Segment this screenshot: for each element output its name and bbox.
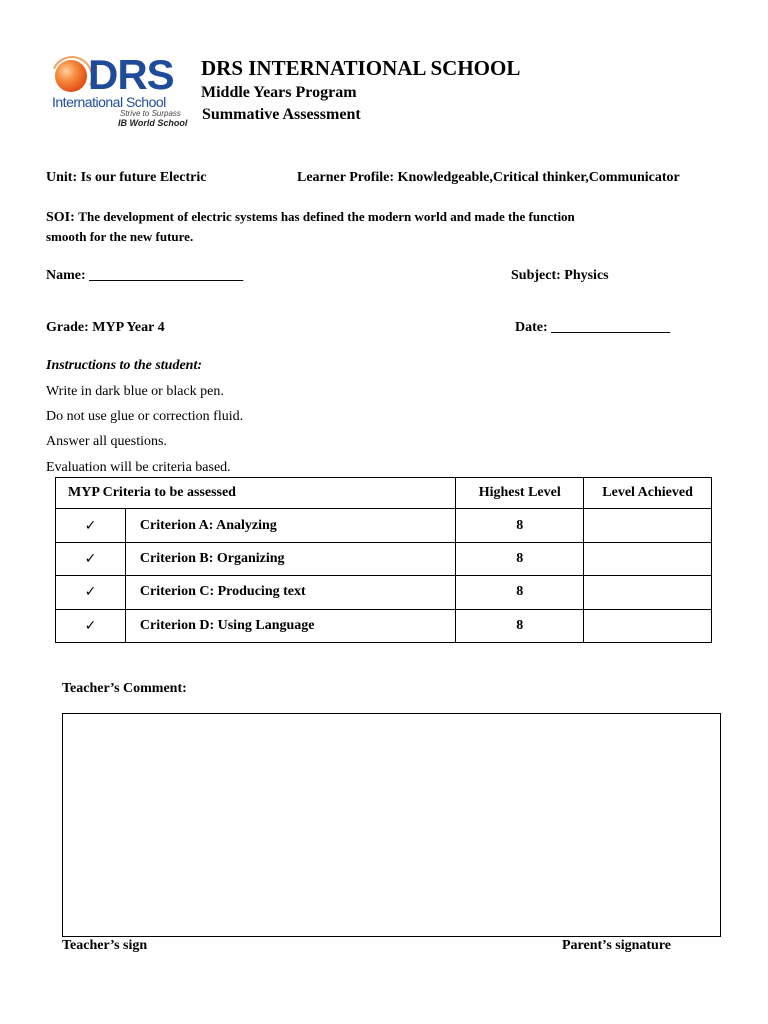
level-achieved-cell[interactable]: [584, 609, 712, 642]
soi-text-2: smooth for the new future.: [46, 229, 194, 244]
logo-ib: IB World School: [118, 118, 188, 128]
assessment-type: Summative Assessment: [202, 106, 361, 123]
logo-brand: DRS: [88, 51, 174, 98]
soi-line-1: [46, 209, 575, 226]
teacher-comment-label: Teacher’s Comment:: [62, 681, 187, 696]
instruction-item: Evaluation will be criteria based.: [46, 460, 231, 475]
header-level-achieved: Level Achieved: [584, 478, 712, 509]
teacher-comment-box[interactable]: [62, 713, 721, 937]
highest-level: 8: [456, 609, 584, 642]
table-row: [56, 509, 712, 542]
soi-label: SOI:: [46, 210, 75, 225]
learner-profile: Learner Profile: Knowledgeable,Critical thinker,Communicator: [297, 170, 680, 185]
teacher-sign-label: Teacher’s sign: [62, 938, 148, 953]
instruction-item: Write in dark blue or black pen.: [46, 384, 224, 399]
logo-ball-icon: [55, 60, 87, 92]
school-logo: [50, 51, 190, 130]
table-row: [56, 542, 712, 575]
criterion-name: Criterion B: Organizing: [125, 542, 455, 575]
criterion-name: Criterion A: Analyzing: [125, 509, 455, 542]
level-achieved-cell[interactable]: [584, 542, 712, 575]
highest-level: 8: [456, 576, 584, 609]
grade-label: Grade: MYP Year 4: [46, 320, 165, 335]
checkmark-icon: ✓: [56, 542, 126, 575]
program-name: Middle Years Program: [201, 84, 357, 101]
date-field[interactable]: Date: _________________: [515, 320, 671, 335]
logo-subtitle: International School: [52, 94, 166, 110]
instructions-title: Instructions to the student:: [46, 358, 202, 373]
logo-tagline: Strive to Surpass: [120, 109, 181, 118]
criterion-name: Criterion D: Using Language: [125, 609, 455, 642]
table-row: [56, 576, 712, 609]
level-achieved-cell[interactable]: [584, 509, 712, 542]
checkmark-icon: ✓: [56, 576, 126, 609]
table-header-row: [56, 478, 712, 509]
instruction-item: Do not use glue or correction fluid.: [46, 409, 244, 424]
level-achieved-cell[interactable]: [584, 576, 712, 609]
unit-label: Unit: Is our future Electric: [46, 170, 207, 185]
subject-label: Subject: Physics: [511, 268, 609, 283]
criterion-name: Criterion C: Producing text: [125, 576, 455, 609]
soi-text-1: The development of electric systems has defined the modern world and made the function: [78, 209, 575, 224]
header-criteria: MYP Criteria to be assessed: [56, 478, 456, 509]
highest-level: 8: [456, 542, 584, 575]
school-name: DRS INTERNATIONAL SCHOOL: [201, 56, 521, 80]
header-highest-level: Highest Level: [456, 478, 584, 509]
criteria-table: [55, 477, 712, 643]
highest-level: 8: [456, 509, 584, 542]
parent-signature-label: Parent’s signature: [562, 938, 672, 953]
checkmark-icon: ✓: [56, 609, 126, 642]
table-row: [56, 609, 712, 642]
name-field[interactable]: Name: ______________________: [46, 268, 244, 283]
checkmark-icon: ✓: [56, 509, 126, 542]
instruction-item: Answer all questions.: [46, 434, 167, 449]
